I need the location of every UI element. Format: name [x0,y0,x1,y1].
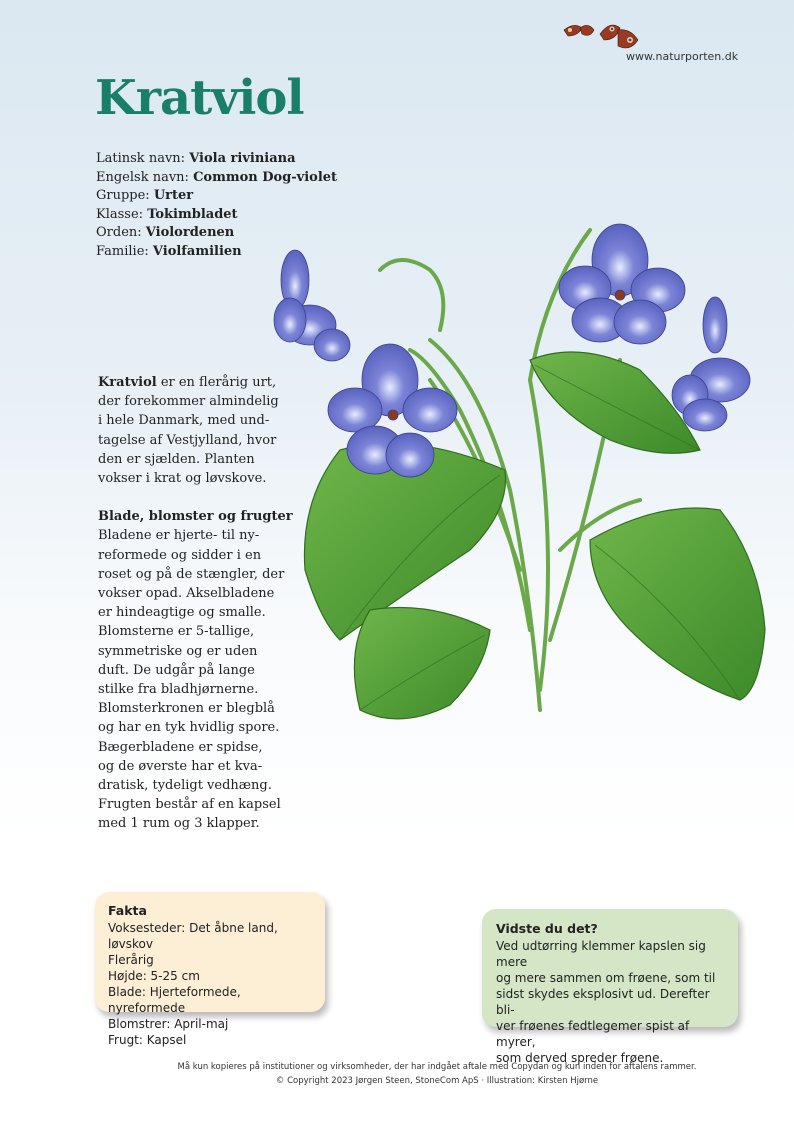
facts-box [95,892,325,1047]
section-line: reformede og sidder i en [98,547,262,563]
facts-line: Højde: 5-25 cm [108,969,200,983]
section-heading: Blade, blomster og frugter [98,509,293,525]
did-you-know-line: og mere sammen om frøene, som til [496,971,716,985]
did-you-know-line: som derved spreder frøene. [496,1051,664,1065]
section-line: vokser opad. Akselbladene [98,586,275,602]
section-line: med 1 rum og 3 klapper. [98,816,260,832]
section-line: symmetriske og er uden [98,643,258,659]
section-line: Blomsterkronen er blegblå [98,701,275,717]
facts-line: Voksesteder: Det åbne land, løvskov [108,921,278,951]
section-line: Frugten består af en kapsel [98,797,281,813]
section-line: og de øverste har et kva- [98,758,263,774]
intro-line: Kratviol er en flerårig urt, [98,375,277,390]
leaf [354,608,490,719]
facts-title: Fakta [108,903,147,918]
flower [274,250,350,361]
meta-row-group: Gruppe: Urter [96,188,194,204]
footer-copyright: © Copyright 2023 Jørgen Steen, StoneCom ApS · Illustration: Kirsten Hjørne [275,1076,599,1086]
facts-line: Frugt: Kapsel [108,1033,187,1047]
meta-row-latin: Latinsk navn: Viola riviniana [96,151,296,166]
intro-line: i hele Danmark, med und- [98,413,270,429]
section-line: Bægerbladene er spidse, [98,739,263,755]
section-line: Blomsterne er 5-tallige, [98,624,255,640]
did-you-know-line: Ved udtørring klemmer kapslen sig mere [496,939,706,969]
meta-row-class: Klasse: Tokimbladet [96,206,238,222]
site-url[interactable]: www.naturporten.dk [626,50,739,63]
section-line: og har en tyk hvidlig spore. [98,720,280,736]
flower [559,224,685,344]
leaf [590,508,765,700]
did-you-know-line: sidst skydes eksplosivt ud. Derefter bli- [496,987,710,1017]
intro-line: den er sjælden. Planten [98,451,255,467]
flower [672,297,750,431]
intro-line: tagelse af Vestjylland, hvor [98,432,277,448]
did-you-know-box [482,909,738,1065]
facts-line: Flerårig [108,953,154,967]
section-line: roset og på de stængler, der [98,566,285,582]
intro-line: vokser i krat og løvskove. [98,471,267,487]
facts-line: Blomstrer: April-maj [108,1017,229,1031]
section-line: dratisk, tydeligt vedhæng. [98,778,272,794]
facts-line: Blade: Hjerteformede, nyreformede [108,985,241,1015]
violet-illustration [260,210,780,730]
section-line: stilke fra bladhjørnerne. [98,682,259,698]
footer-license: Må kun kopieres på institutioner og virksomheder, der har indgået aftale med Copydan og kun inden for aftalens rammer. [177,1062,697,1072]
meta-row-english: Engelsk navn: Common Dog-violet [96,169,338,185]
intro-line: der forekommer almindelig [98,394,279,410]
page-title: Kratviol [95,70,304,126]
meta-row-family: Familie: Violfamilien [96,243,242,259]
section-line: er hindeagtige og smalle. [98,605,266,621]
section-line: Bladene er hjerte- til ny- [98,528,260,544]
section-line: duft. De udgår på lange [98,662,255,678]
meta-row-order: Orden: Violordenen [96,225,235,241]
did-you-know-title: Vidste du det? [496,921,598,936]
did-you-know-line: ver frøenes fedtlegemer spist af myrer, [496,1019,690,1049]
